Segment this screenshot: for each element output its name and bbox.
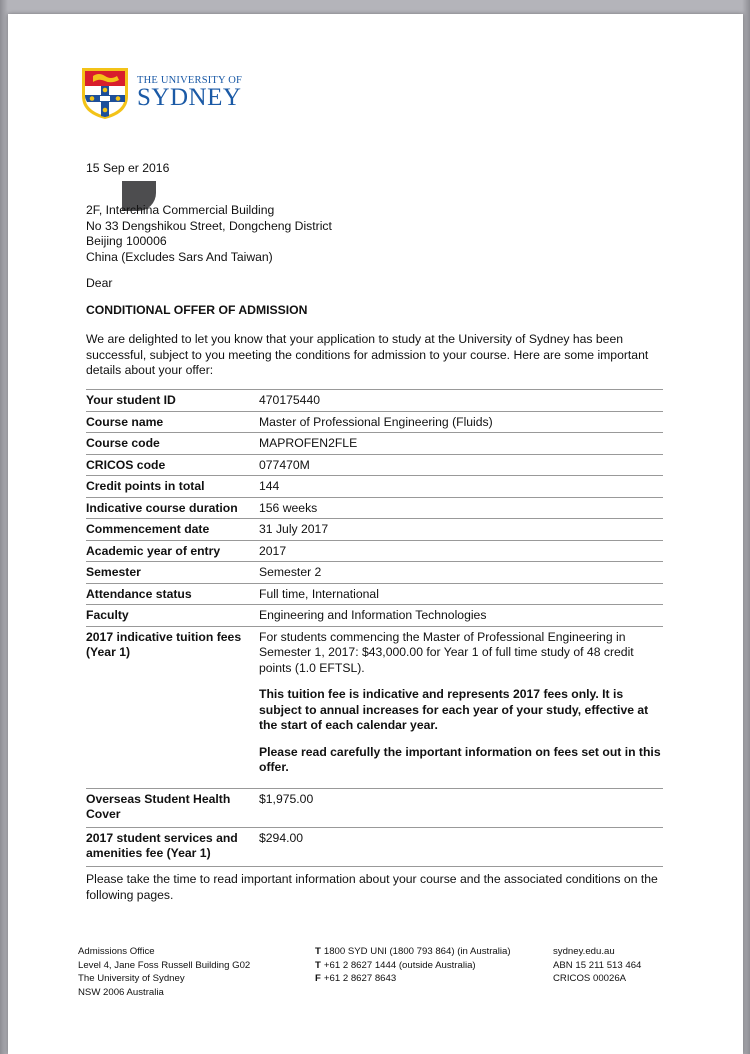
logo-text-line1: THE UNIVERSITY OF (137, 74, 243, 86)
row-label: Overseas Student Health Cover (86, 788, 259, 827)
footer-website: sydney.edu.au (553, 946, 615, 957)
address-line: 2F, Interchina Commercial Building (86, 203, 275, 217)
university-crest-icon (79, 66, 131, 120)
row-value: $1,975.00 (259, 788, 663, 827)
table-row (86, 454, 663, 476)
tuition-row (86, 626, 663, 788)
fax-number: +61 2 8627 8643 (323, 973, 397, 985)
fax-prefix: F (315, 973, 321, 985)
closing-paragraph: Please take the time to read important information about your course and the associated conditions on the following pages. (86, 872, 658, 902)
tuition-paragraph: For students commencing the Master of Professional Engineering in Semester 1, 2017: $43,000.00 for Year 1 of full time study of 48 credit points (1.0 EFTSL). (259, 629, 634, 675)
table-row (86, 497, 663, 519)
footer-contact-numbers (315, 945, 511, 986)
tuition-notice: This tuition fee is indicative and represents 2017 fees only. It is subject to annual increases for each year of your study, effective at the start of each calendar year. (259, 687, 649, 732)
letter-date: 15 Sep er 2016 (86, 161, 170, 175)
table-row (86, 562, 663, 584)
row-label: Indicative course duration (86, 497, 259, 519)
row-label: Credit points in total (86, 476, 259, 498)
row-value: MAPROFEN2FLE (259, 433, 663, 455)
footer-university-info (553, 945, 641, 986)
footer-cricos: CRICOS 00026A (553, 973, 627, 985)
footer-office-address (78, 945, 250, 999)
table-row (86, 433, 663, 455)
row-label: Course code (86, 433, 259, 455)
phone-prefix: T (315, 946, 321, 957)
row-label: Academic year of entry (86, 540, 259, 562)
footer-phone-line (315, 945, 511, 959)
row-label: 2017 student services and amenities fee (Year 1) (86, 827, 259, 866)
ssaf-row (86, 827, 663, 866)
intro-paragraph: We are delighted to let you know that your application to study at the University of Sydney has been successful, subject to you meeting the conditions for admission to your course. Here are some important details about your offer: (86, 332, 649, 377)
row-label: Your student ID (86, 390, 259, 412)
row-value (259, 626, 663, 788)
row-value: Master of Professional Engineering (Fluids) (259, 411, 663, 433)
row-value: Semester 2 (259, 562, 663, 584)
row-label: CRICOS code (86, 454, 259, 476)
table-row (86, 519, 663, 541)
row-label: Commencement date (86, 519, 259, 541)
row-value: Engineering and Information Technologies (259, 605, 663, 627)
row-value: Full time, International (259, 583, 663, 605)
row-label: Attendance status (86, 583, 259, 605)
row-label: Course name (86, 411, 259, 433)
table-row (86, 605, 663, 627)
footer-phone-line (315, 959, 511, 973)
phone-number: +61 2 8627 1444 (outside Australia) (323, 959, 476, 971)
oshc-row (86, 788, 663, 827)
footer-abn: ABN 15 211 513 464 (553, 959, 642, 971)
recipient-address (86, 203, 332, 265)
phone-prefix: T (315, 959, 321, 971)
logo-text-line2: SYDNEY (137, 84, 242, 112)
address-line: Beijing 100006 (86, 234, 167, 248)
table-row (86, 583, 663, 605)
table-row (86, 476, 663, 498)
row-value: $294.00 (259, 827, 663, 866)
phone-number: 1800 SYD UNI (1800 793 864) (in Australia) (323, 946, 511, 957)
row-value: 31 July 2017 (259, 519, 663, 541)
row-value: 2017 (259, 540, 663, 562)
footer-line: Level 4, Jane Foss Russell Building G02 (78, 959, 251, 971)
row-value: 077470M (259, 454, 663, 476)
row-label: Semester (86, 562, 259, 584)
tuition-notice: Please read carefully the important information on fees set out in this offer. (259, 744, 661, 774)
offer-details-table (86, 389, 663, 867)
footer-line: The University of Sydney (78, 973, 185, 985)
table-row (86, 540, 663, 562)
letter-heading: CONDITIONAL OFFER OF ADMISSION (86, 303, 308, 317)
university-logo (79, 66, 242, 120)
footer-fax-line (315, 972, 511, 986)
table-row (86, 390, 663, 412)
row-value: 144 (259, 476, 663, 498)
address-line: China (Excludes Sars And Taiwan) (86, 249, 273, 264)
footer-line: Admissions Office (78, 946, 155, 957)
row-label: Faculty (86, 605, 259, 627)
address-line: No 33 Dengshikou Street, Dongcheng District (86, 218, 332, 233)
salutation: Dear (86, 276, 113, 290)
footer-line: NSW 2006 Australia (78, 986, 164, 998)
row-value: 156 weeks (259, 497, 663, 519)
table-row (86, 411, 663, 433)
row-value: 470175440 (259, 390, 663, 412)
row-label: 2017 indicative tuition fees (Year 1) (86, 626, 259, 788)
letter-page (8, 14, 743, 1054)
